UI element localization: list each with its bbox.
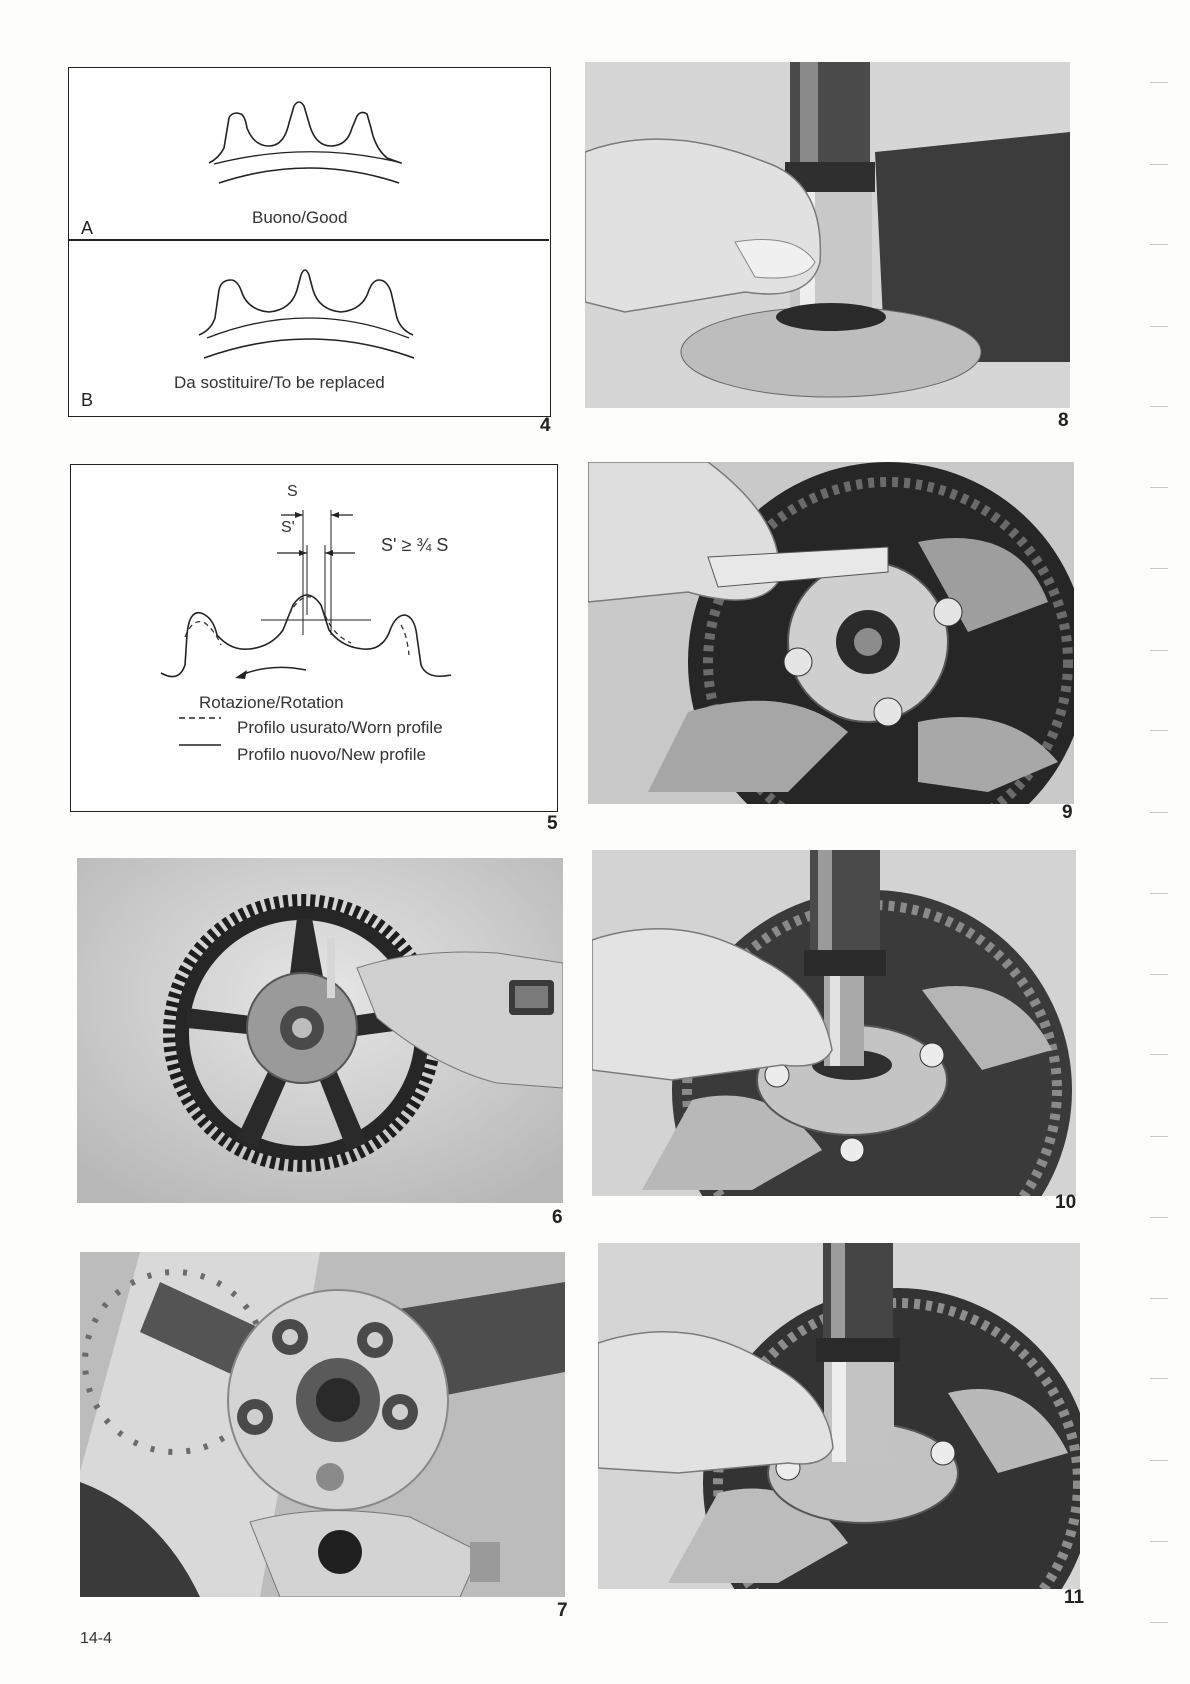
figure-4-number: 4 <box>540 415 551 436</box>
panel-a-letter: A <box>81 218 94 238</box>
photo-rear-hub-bearing <box>80 1252 565 1597</box>
photo-sprocket-with-wrench <box>77 858 563 1203</box>
figure-4-box <box>68 67 551 417</box>
photo-bearing-press-fit <box>585 62 1070 408</box>
worn-profile-legend: Profilo usurato/Worn profile <box>237 718 443 737</box>
dimension-s-prime-label: S' <box>281 519 295 536</box>
panel-b-letter: B <box>81 390 94 410</box>
figure-8-number: 8 <box>1058 410 1069 431</box>
rotation-label: Rotazione/Rotation <box>199 693 344 712</box>
photo-hub-press-with-sprocket <box>592 850 1076 1196</box>
panel-a-caption: Buono/Good <box>252 208 348 227</box>
wear-formula: S' ≥ ¾ S <box>381 535 449 555</box>
figure-9-number: 9 <box>1062 802 1073 823</box>
figure-7-number: 7 <box>557 1600 568 1621</box>
figure-5-box <box>70 464 558 812</box>
dimension-s-label: S <box>287 483 298 500</box>
figure-6-number: 6 <box>552 1207 563 1228</box>
figure-11-number: 11 <box>1064 1587 1085 1608</box>
figure-10-number: 10 <box>1055 1192 1077 1213</box>
photo-sprocket-bolt-tightening <box>588 462 1074 804</box>
panel-b-caption: Da sostituire/To be replaced <box>174 373 385 392</box>
page-number: 14-4 <box>80 1630 113 1647</box>
photo-bearing-spacer-press <box>598 1243 1080 1589</box>
new-profile-legend: Profilo nuovo/New profile <box>237 745 426 764</box>
figure-5-number: 5 <box>547 813 558 834</box>
